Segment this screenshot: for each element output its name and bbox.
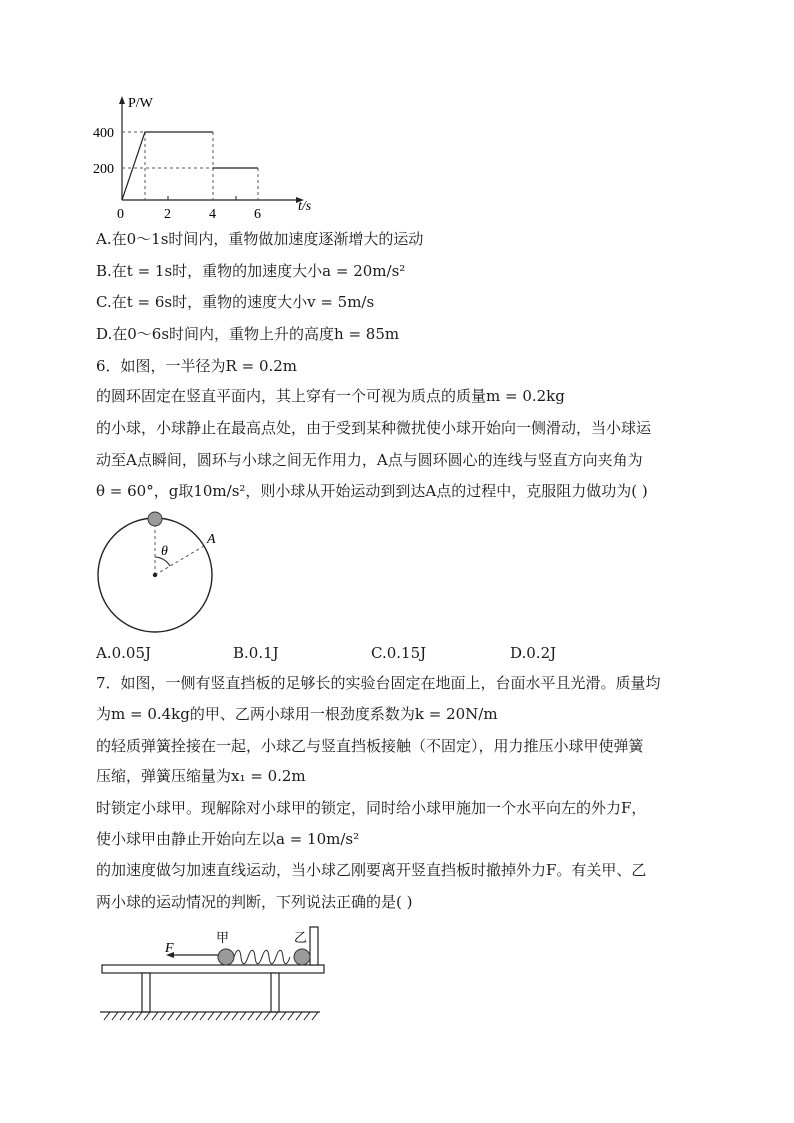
q6-option-b: B.0.1J	[233, 644, 279, 662]
x-tick-4: 4	[209, 207, 216, 222]
ball-jia-label: 甲	[216, 930, 230, 945]
q7-stem-line-5: 时锁定小球甲。现解除对小球甲的锁定，同时给小球甲施加一个水平向左的外力F，	[96, 799, 647, 817]
q6-stem-line-2: 的圆环固定在竖直平面内，其上穿有一个可视为质点的质量m = 0.2kg	[96, 387, 565, 405]
q6-stem-line-3: 的小球，小球静止在最高点处，由于受到某种微扰使小球开始向一侧滑动，当小球运	[96, 419, 652, 437]
q6-stem-line-1: 6．如图，一半径为R = 0.2m	[96, 357, 298, 375]
theta-label: θ	[161, 544, 168, 559]
q5-option-b: B.在t = 1s时，重物的加速度大小a = 20m/s²	[96, 262, 406, 280]
force-label: F	[165, 941, 174, 956]
q6-option-d: D.0.2J	[510, 644, 557, 662]
spring	[234, 950, 290, 964]
tabletop	[102, 965, 324, 973]
x-axis-label: t/s	[298, 199, 312, 214]
ground-hatching	[104, 1012, 318, 1020]
spring-table-figure	[96, 922, 336, 1027]
x-tick-0: 0	[117, 207, 124, 222]
q7-stem-line-7: 的加速度做匀加速直线运动，当小球乙刚要离开竖直挡板时撤掉外力F。有关甲、乙	[96, 861, 647, 879]
q7-stem-line-6: 使小球甲由静止开始向左以a = 10m/s²	[96, 830, 360, 848]
ball-jia	[218, 949, 234, 965]
q6-stem-line-5: θ = 60°，g取10m/s²，则小球从开始运动到到达A点的过程中，克服阻力做功为( )	[96, 482, 648, 500]
ring-center	[153, 573, 157, 577]
x-tick-6: 6	[254, 207, 261, 222]
y-tick-400: 400	[93, 126, 114, 141]
y-axis-label: P/W	[128, 96, 153, 111]
q7-stem-line-8: 两小球的运动情况的判断，下列说法正确的是( )	[96, 893, 413, 911]
q5-option-d: D.在0～6s时间内，重物上升的高度h = 85m	[96, 325, 400, 343]
power-time-graph	[88, 88, 328, 228]
power-curve-segment-1	[122, 132, 213, 200]
q7-stem-line-3: 的轻质弹簧拴接在一起，小球乙与竖直挡板接触（不固定），用力推压小球甲使弹簧	[96, 737, 644, 755]
point-a-label: A	[207, 532, 216, 547]
table-leg-left	[142, 973, 150, 1012]
ball-yi-label: 乙	[294, 930, 308, 945]
q5-option-c: C.在t = 6s时，重物的速度大小v = 5m/s	[96, 293, 375, 311]
y-tick-200: 200	[93, 162, 114, 177]
ball-yi	[294, 949, 310, 965]
vertical-baffle	[310, 927, 318, 965]
q7-stem-line-1: 7．如图，一侧有竖直挡板的足够长的实验台固定在地面上，台面水平且光滑。质量均	[96, 674, 661, 692]
q6-stem-line-4: 动至A点瞬间，圆环与小球之间无作用力，A点与圆环圆心的连线与竖直方向夹角为	[96, 451, 643, 469]
y-axis-arrow	[119, 96, 125, 104]
x-tick-2: 2	[164, 207, 171, 222]
small-ball	[148, 512, 162, 526]
ring-figure	[90, 506, 230, 636]
q6-option-c: C.0.15J	[371, 644, 427, 662]
table-leg-right	[271, 973, 279, 1012]
q5-option-a: A.在0～1s时间内，重物做加速度逐渐增大的运动	[96, 230, 424, 248]
q7-stem-line-4: 压缩，弹簧压缩量为x₁ = 0.2m	[96, 767, 306, 785]
q6-option-a: A.0.05J	[96, 644, 152, 662]
q7-stem-line-2: 为m = 0.4kg的甲、乙两小球用一根劲度系数为k = 20N/m	[96, 705, 498, 723]
